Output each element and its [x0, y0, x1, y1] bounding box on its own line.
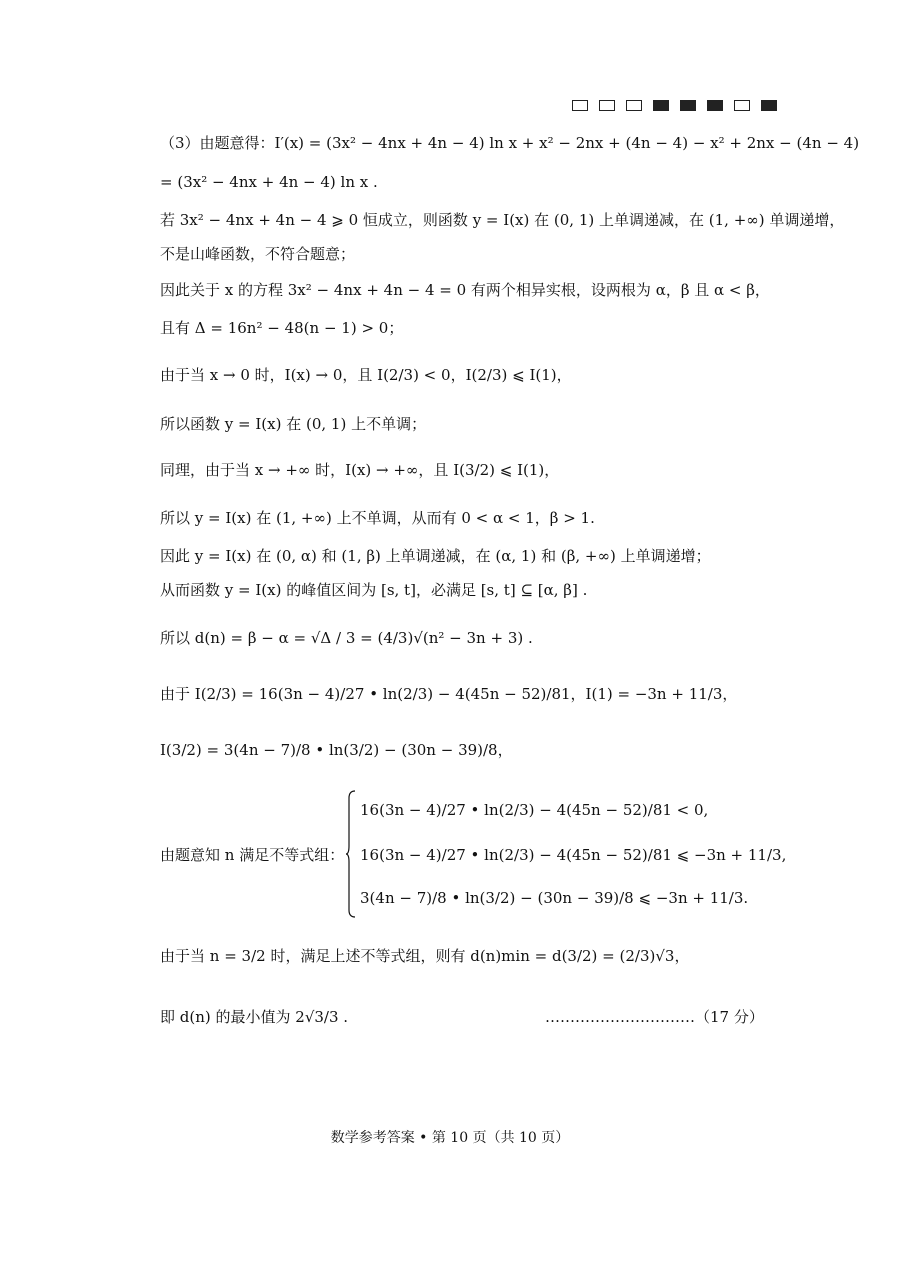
solution-line: 由于当 x → 0 时，I(x) → 0，且 I(2/3) < 0，I(2/3) ⩽ I(1)， — [160, 366, 572, 384]
marker-box — [707, 100, 723, 111]
conclusion-line: 即 d(n) 的最小值为 2√3/3 . — [160, 1008, 349, 1026]
solution-line: 从而函数 y = I(x) 的峰值区间为 [s, t]，必满足 [s, t] ⊆ [α, β] . — [160, 581, 588, 599]
inequality-3: 3(4n − 7)/8 • ln(3/2) − (30n − 39)/8 ⩽ −3n + 11/3. — [360, 889, 749, 907]
solution-line: 因此关于 x 的方程 3x² − 4nx + 4n − 4 = 0 有两个相异实根，设两根为 α，β 且 α < β， — [160, 281, 770, 299]
solution-line: 由于 I(2/3) = 16(3n − 4)/27 • ln(2/3) − 4(45n − 52)/81，I(1) = −3n + 11/3， — [160, 685, 738, 703]
page-footer: 数学参考答案 • 第 10 页（共 10 页） — [330, 1130, 570, 1146]
marker-box — [734, 100, 750, 111]
marker-box — [680, 100, 696, 111]
solution-line: I(3/2) = 3(4n − 7)/8 • ln(3/2) − (30n − 39)/8， — [160, 741, 513, 759]
solution-line: 所以 d(n) = β − α = √Δ / 3 = (4/3)√(n² − 3n + 3) . — [160, 629, 533, 647]
solution-line: 且有 Δ = 16n² − 48(n − 1) > 0； — [160, 319, 404, 337]
solution-line: 因此 y = I(x) 在 (0, α) 和 (1, β) 上单调递减，在 (α, 1) 和 (β, +∞) 上单调递增； — [160, 547, 711, 565]
solution-line: （3）由题意得：I′(x) = (3x² − 4nx + 4n − 4) ln x + x² − 2nx + (4n − 4) − x² + 2nx − (4n − 4) — [160, 134, 860, 152]
solution-line: 由题意知 n 满足不等式组： — [160, 846, 345, 864]
solution-line: 由于当 n = 3/2 时，满足上述不等式组，则有 d(n)min = d(3/2) = (2/3)√3， — [160, 947, 690, 965]
solution-line: = (3x² − 4nx + 4n − 4) ln x . — [160, 173, 378, 191]
inequality-1: 16(3n − 4)/27 • ln(2/3) − 4(45n − 52)/81 < 0, — [360, 801, 709, 819]
inequality-2: 16(3n − 4)/27 • ln(2/3) − 4(45n − 52)/81 ⩽ −3n + 11/3, — [360, 846, 787, 864]
solution-line: 所以函数 y = I(x) 在 (0, 1) 上不单调； — [160, 415, 427, 433]
marker-box — [761, 100, 777, 111]
system-brace — [346, 790, 356, 918]
solution-line: 不是山峰函数，不符合题意； — [160, 245, 356, 263]
solution-line: 若 3x² − 4nx + 4n − 4 ⩾ 0 恒成立，则函数 y = I(x) 在 (0, 1) 上单调递减，在 (1, +∞) 单调递增， — [160, 211, 845, 229]
score-note: …………………………（17 分） — [545, 1008, 764, 1026]
marker-box — [626, 100, 642, 111]
solution-line: 所以 y = I(x) 在 (1, +∞) 上不单调，从而有 0 < α < 1，β > 1. — [160, 509, 595, 527]
marker-box — [653, 100, 669, 111]
marker-box — [572, 100, 588, 111]
marker-box — [599, 100, 615, 111]
solution-line: 同理，由于当 x → +∞ 时，I(x) → +∞，且 I(3/2) ⩽ I(1)， — [160, 461, 560, 479]
